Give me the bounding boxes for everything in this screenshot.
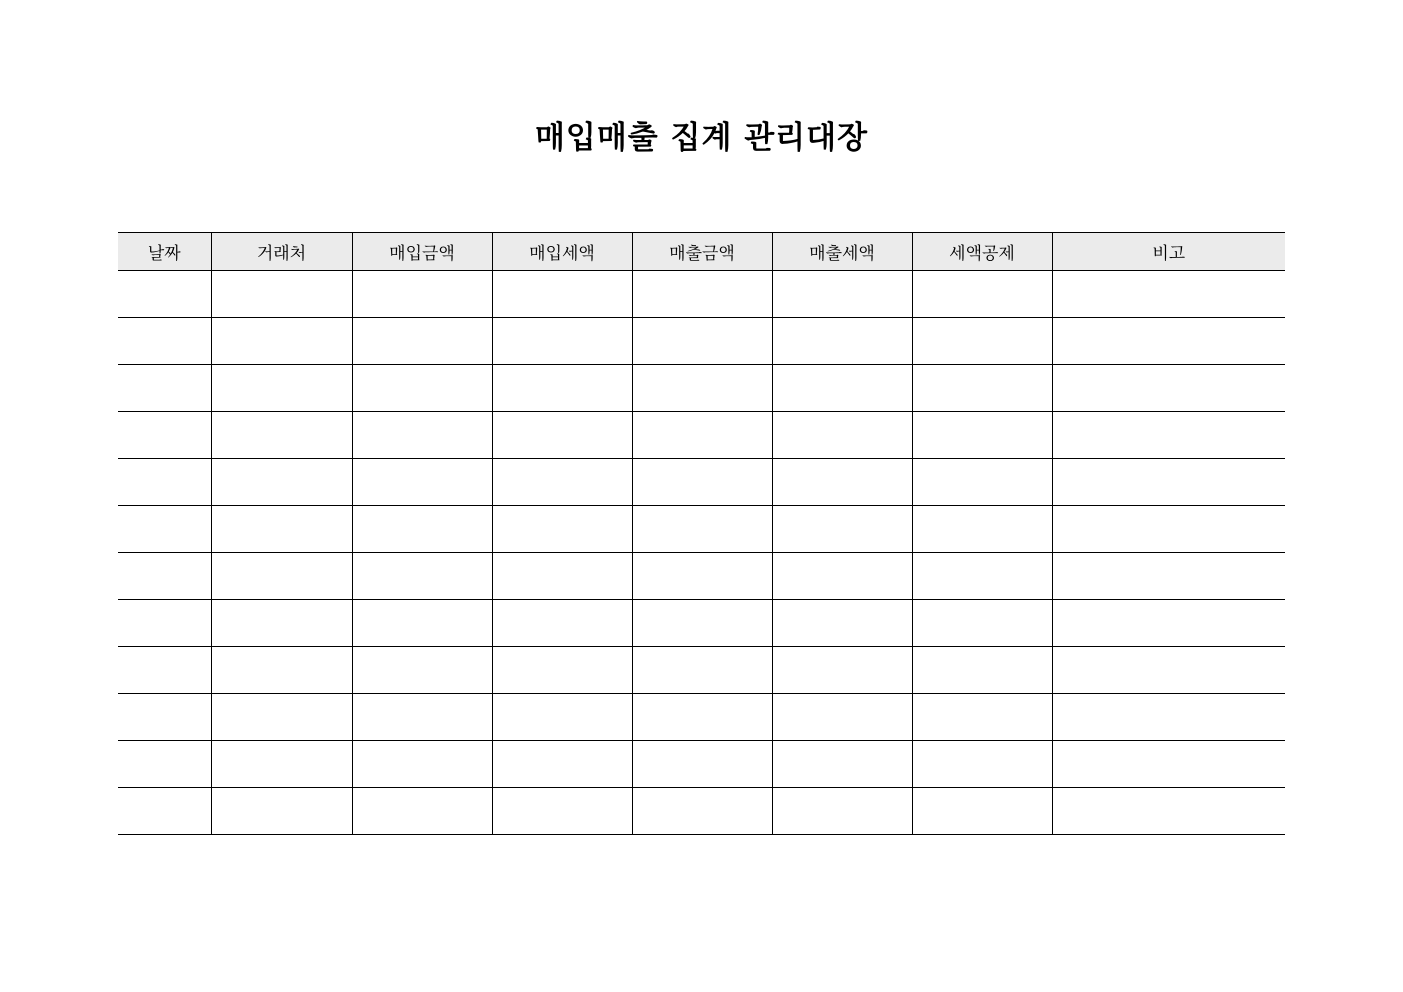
cell-date[interactable] <box>118 412 211 459</box>
cell-client[interactable] <box>211 600 352 647</box>
cell-date[interactable] <box>118 365 211 412</box>
table-row <box>118 694 1285 741</box>
cell-sales-amount[interactable] <box>632 506 772 553</box>
table-row <box>118 553 1285 600</box>
cell-sales-tax[interactable] <box>772 600 912 647</box>
cell-client[interactable] <box>211 271 352 318</box>
cell-client[interactable] <box>211 318 352 365</box>
cell-purchase-tax[interactable] <box>492 788 632 835</box>
cell-client[interactable] <box>211 412 352 459</box>
cell-date[interactable] <box>118 741 211 788</box>
cell-purchase-tax[interactable] <box>492 553 632 600</box>
table-row <box>118 271 1285 318</box>
cell-tax-deduction[interactable] <box>912 553 1052 600</box>
document-title: 매입매출 집계 관리대장 <box>534 120 869 156</box>
cell-purchase-amount[interactable] <box>352 459 492 506</box>
cell-purchase-tax[interactable] <box>492 694 632 741</box>
cell-client[interactable] <box>211 365 352 412</box>
cell-date[interactable] <box>118 694 211 741</box>
cell-remarks[interactable] <box>1052 553 1285 600</box>
cell-sales-tax[interactable] <box>772 788 912 835</box>
column-header-remarks: 비고 <box>1052 233 1285 271</box>
column-header-client: 거래처 <box>211 233 352 271</box>
cell-tax-deduction[interactable] <box>912 741 1052 788</box>
cell-remarks[interactable] <box>1052 365 1285 412</box>
cell-purchase-tax[interactable] <box>492 318 632 365</box>
column-header-purchase-tax: 매입세액 <box>492 233 632 271</box>
cell-sales-amount[interactable] <box>632 553 772 600</box>
cell-purchase-tax[interactable] <box>492 647 632 694</box>
cell-purchase-amount[interactable] <box>352 647 492 694</box>
cell-tax-deduction[interactable] <box>912 459 1052 506</box>
cell-client[interactable] <box>211 506 352 553</box>
table-body <box>118 271 1285 835</box>
cell-remarks[interactable] <box>1052 271 1285 318</box>
cell-date[interactable] <box>118 600 211 647</box>
cell-client[interactable] <box>211 741 352 788</box>
cell-purchase-tax[interactable] <box>492 365 632 412</box>
cell-tax-deduction[interactable] <box>912 271 1052 318</box>
cell-sales-amount[interactable] <box>632 694 772 741</box>
cell-purchase-amount[interactable] <box>352 694 492 741</box>
cell-sales-tax[interactable] <box>772 553 912 600</box>
table-row <box>118 365 1285 412</box>
cell-client[interactable] <box>211 553 352 600</box>
table-row <box>118 412 1285 459</box>
cell-sales-amount[interactable] <box>632 318 772 365</box>
cell-tax-deduction[interactable] <box>912 647 1052 694</box>
column-header-sales-tax: 매출세액 <box>772 233 912 271</box>
cell-date[interactable] <box>118 553 211 600</box>
cell-remarks[interactable] <box>1052 412 1285 459</box>
cell-sales-amount[interactable] <box>632 365 772 412</box>
table-row <box>118 318 1285 365</box>
cell-purchase-amount[interactable] <box>352 741 492 788</box>
cell-tax-deduction[interactable] <box>912 600 1052 647</box>
cell-remarks[interactable] <box>1052 506 1285 553</box>
cell-sales-amount[interactable] <box>632 741 772 788</box>
cell-purchase-amount[interactable] <box>352 365 492 412</box>
cell-purchase-amount[interactable] <box>352 412 492 459</box>
table-row <box>118 459 1285 506</box>
column-header-date: 날짜 <box>118 233 211 271</box>
cell-purchase-amount[interactable] <box>352 506 492 553</box>
cell-purchase-amount[interactable] <box>352 600 492 647</box>
cell-date[interactable] <box>118 318 211 365</box>
table-row <box>118 741 1285 788</box>
cell-sales-amount[interactable] <box>632 647 772 694</box>
cell-sales-amount[interactable] <box>632 271 772 318</box>
cell-purchase-amount[interactable] <box>352 318 492 365</box>
cell-sales-amount[interactable] <box>632 600 772 647</box>
cell-remarks[interactable] <box>1052 788 1285 835</box>
cell-purchase-tax[interactable] <box>492 412 632 459</box>
cell-sales-tax[interactable] <box>772 365 912 412</box>
cell-remarks[interactable] <box>1052 694 1285 741</box>
cell-remarks[interactable] <box>1052 647 1285 694</box>
cell-sales-tax[interactable] <box>772 271 912 318</box>
cell-purchase-tax[interactable] <box>492 506 632 553</box>
table-row <box>118 647 1285 694</box>
cell-tax-deduction[interactable] <box>912 788 1052 835</box>
cell-purchase-amount[interactable] <box>352 788 492 835</box>
cell-sales-tax[interactable] <box>772 647 912 694</box>
cell-client[interactable] <box>211 647 352 694</box>
column-header-sales-amount: 매출금액 <box>632 233 772 271</box>
cell-client[interactable] <box>211 788 352 835</box>
cell-purchase-amount[interactable] <box>352 271 492 318</box>
cell-purchase-amount[interactable] <box>352 553 492 600</box>
cell-purchase-tax[interactable] <box>492 271 632 318</box>
cell-tax-deduction[interactable] <box>912 365 1052 412</box>
cell-tax-deduction[interactable] <box>912 694 1052 741</box>
cell-date[interactable] <box>118 459 211 506</box>
cell-date[interactable] <box>118 647 211 694</box>
cell-date[interactable] <box>118 788 211 835</box>
cell-sales-tax[interactable] <box>772 318 912 365</box>
cell-sales-tax[interactable] <box>772 459 912 506</box>
table-row <box>118 506 1285 553</box>
cell-tax-deduction[interactable] <box>912 412 1052 459</box>
cell-sales-tax[interactable] <box>772 412 912 459</box>
cell-purchase-tax[interactable] <box>492 459 632 506</box>
cell-purchase-tax[interactable] <box>492 600 632 647</box>
table-row <box>118 600 1285 647</box>
cell-sales-amount[interactable] <box>632 788 772 835</box>
cell-remarks[interactable] <box>1052 459 1285 506</box>
table-row <box>118 788 1285 835</box>
cell-client[interactable] <box>211 694 352 741</box>
cell-purchase-tax[interactable] <box>492 741 632 788</box>
column-header-tax-deduction: 세액공제 <box>912 233 1052 271</box>
cell-sales-tax[interactable] <box>772 506 912 553</box>
cell-sales-tax[interactable] <box>772 741 912 788</box>
cell-date[interactable] <box>118 271 211 318</box>
cell-remarks[interactable] <box>1052 318 1285 365</box>
ledger-table <box>118 232 1285 835</box>
column-header-purchase-amount: 매입금액 <box>352 233 492 271</box>
cell-client[interactable] <box>211 459 352 506</box>
cell-remarks[interactable] <box>1052 600 1285 647</box>
cell-tax-deduction[interactable] <box>912 506 1052 553</box>
table-header-row <box>118 233 1285 271</box>
cell-remarks[interactable] <box>1052 741 1285 788</box>
cell-sales-amount[interactable] <box>632 412 772 459</box>
cell-sales-amount[interactable] <box>632 459 772 506</box>
cell-sales-tax[interactable] <box>772 694 912 741</box>
cell-date[interactable] <box>118 506 211 553</box>
cell-tax-deduction[interactable] <box>912 318 1052 365</box>
